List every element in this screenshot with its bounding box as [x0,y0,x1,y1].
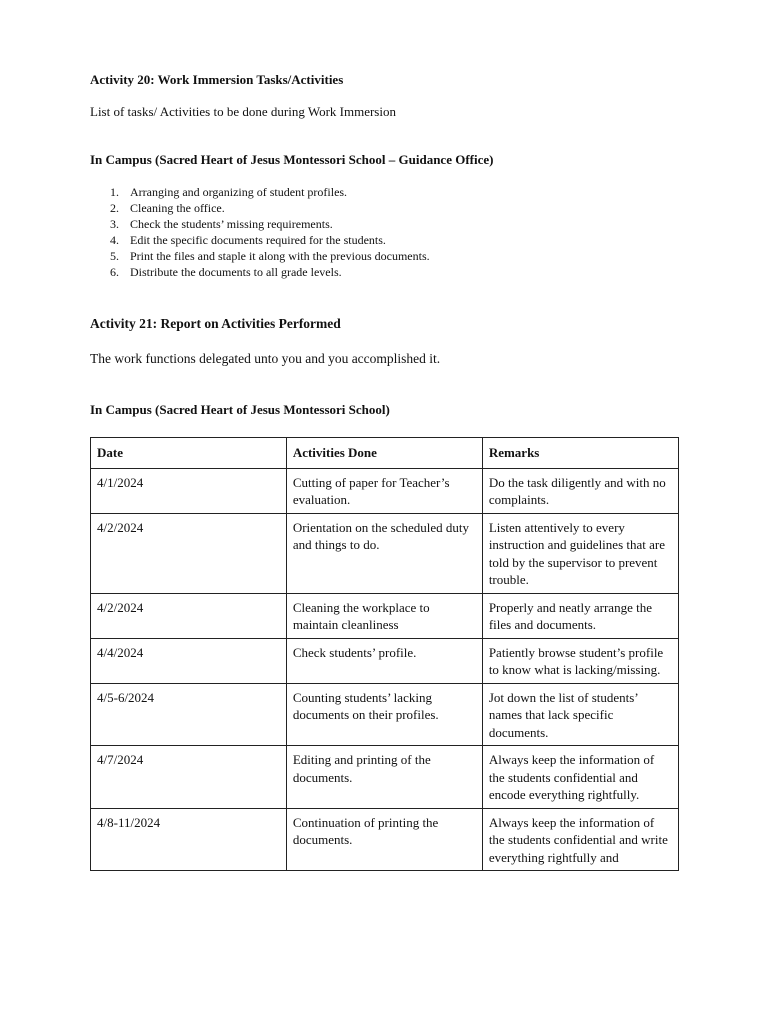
remarks-cell: Jot down the list of students’ names that lack specific documents. [482,683,678,746]
list-item: 6. Distribute the documents to all grade levels. [110,265,342,279]
table-row [91,638,679,683]
date-cell: 4/4/2024 [91,638,287,683]
date-cell: 4/8-11/2024 [91,808,287,871]
remarks-cell: Always keep the information of the students confidential and encode everything rightfully. [482,746,678,809]
column-header-activities: Activities Done [286,438,482,469]
remarks-cell: Always keep the information of the students confidential and write everything rightfully and [482,808,678,871]
table-row [91,468,679,513]
table-row [91,593,679,638]
date-cell: 4/2/2024 [91,593,287,638]
activity21-heading: Activity 21: Report on Activities Performed [90,316,341,331]
table-row [91,808,679,871]
activity-cell: Counting students’ lacking documents on their profiles. [286,683,482,746]
column-header-date: Date [91,438,287,469]
activity20-heading: Activity 20: Work Immersion Tasks/Activities [90,72,344,87]
remarks-cell: Patiently browse student’s profile to know what is lacking/missing. [482,638,678,683]
list-item: 4. Edit the specific documents required for the students. [110,233,386,247]
list-item: 5. Print the files and staple it along with the previous documents. [110,249,430,263]
activity-cell: Cleaning the workplace to maintain cleanliness [286,593,482,638]
table-row [91,683,679,746]
column-header-remarks: Remarks [482,438,678,469]
task-list [90,184,430,280]
activity21-intro: The work functions delegated unto you and you accomplished it. [90,351,441,366]
date-cell: 4/1/2024 [91,468,287,513]
list-item: 3. Check the students’ missing requirements. [110,217,333,231]
activity20-location: In Campus (Sacred Heart of Jesus Montessori School – Guidance Office) [90,152,494,167]
table-row [91,746,679,809]
remarks-cell: Properly and neatly arrange the files and documents. [482,593,678,638]
activity20-intro: List of tasks/ Activities to be done during Work Immersion [90,104,396,119]
activity21-location: In Campus (Sacred Heart of Jesus Montessori School) [90,402,390,417]
activity-cell: Check students’ profile. [286,638,482,683]
list-item: 1. Arranging and organizing of student profiles. [110,185,348,199]
remarks-cell: Do the task diligently and with no complaints. [482,468,678,513]
table-row [91,513,679,593]
activity-cell: Editing and printing of the documents. [286,746,482,809]
activity-cell: Cutting of paper for Teacher’s evaluation. [286,468,482,513]
activity-cell: Orientation on the scheduled duty and things to do. [286,513,482,593]
list-item: 2. Cleaning the office. [110,201,225,215]
remarks-cell: Listen attentively to every instruction and guidelines that are told by the supervisor to prevent trouble. [482,513,678,593]
activity-cell: Continuation of printing the documents. [286,808,482,871]
date-cell: 4/2/2024 [91,513,287,593]
date-cell: 4/5-6/2024 [91,683,287,746]
date-cell: 4/7/2024 [91,746,287,809]
report-table [90,437,679,871]
table-header-row [91,438,679,469]
